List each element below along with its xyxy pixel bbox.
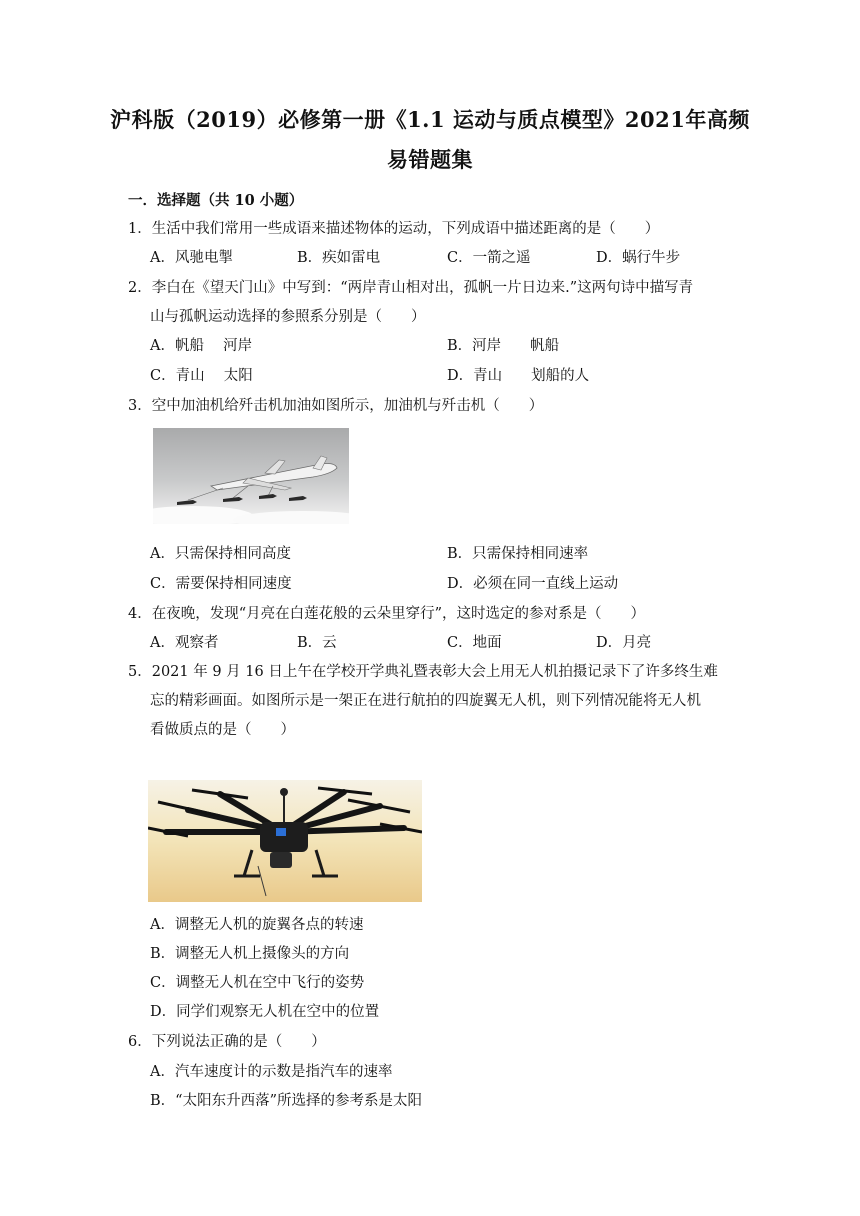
question-4-option-a: A．观察者 — [150, 635, 219, 651]
question-5-stem-line-2: 忘的精彩画面。如图所示是一架正在进行航拍的四旋翼无人机，则下列情况能将无人机 — [150, 693, 701, 709]
question-6-stem: 6．下列说法正确的是（ ） — [128, 1034, 326, 1050]
question-5-stem-line-3: 看做质点的是（ ） — [150, 722, 295, 738]
question-5-option-b: B．调整无人机上摄像头的方向 — [150, 946, 350, 962]
question-1-stem: 1．生活中我们常用一些成语来描述物体的运动，下列成语中描述距离的是（ ） — [128, 221, 660, 237]
refueling-aircraft-photo — [153, 428, 349, 524]
question-2-option-b: B．河岸 帆船 — [447, 338, 560, 354]
section-heading: 一．选择题（共 10 小题） — [128, 192, 304, 209]
question-2-option-d: D．青山 划船的人 — [447, 368, 590, 384]
question-6-option-a: A．汽车速度计的示数是指汽车的速率 — [150, 1064, 393, 1080]
question-1-option-d: D．蜗行牛步 — [596, 250, 681, 266]
question-2-option-c: C．青山 太阳 — [150, 368, 253, 384]
question-2-stem-line-2: 山与孤帆运动选择的参照系分别是（ ） — [150, 309, 426, 325]
question-5-option-a: A．调整无人机的旋翼各点的转速 — [150, 917, 364, 933]
question-3-option-a: A．只需保持相同高度 — [150, 546, 291, 562]
question-5-option-d: D．同学们观察无人机在空中的位置 — [150, 1004, 380, 1020]
question-3-stem: 3．空中加油机给歼击机加油如图所示，加油机与歼击机（ ） — [128, 398, 544, 414]
question-1-option-b: B．疾如雷电 — [297, 250, 381, 266]
question-4-stem: 4．在夜晚，发现“月亮在白莲花般的云朵里穿行”，这时选定的参对系是（ ） — [128, 606, 646, 622]
question-3-option-d: D．必须在同一直线上运动 — [447, 576, 619, 592]
question-4-option-d: D．月亮 — [596, 635, 652, 651]
question-4-option-c: C．地面 — [447, 635, 502, 651]
question-3-option-b: B．只需保持相同速率 — [447, 546, 589, 562]
question-2-stem-line-1: 2．李白在《望天门山》中写到：“两岸青山相对出，孤帆一片日边来.”这两句诗中描写青 — [128, 280, 694, 296]
drone-photo — [148, 780, 422, 902]
question-4-option-b: B．云 — [297, 635, 337, 651]
question-3-option-c: C．需要保持相同速度 — [150, 576, 292, 592]
question-5-stem-line-1: 5．2021 年 9 月 16 日上午在学校开学典礼暨表彰大会上用无人机拍摄记录下了许多终生难 — [128, 664, 718, 680]
question-1-option-a: A．风驰电掣 — [150, 250, 233, 266]
question-6-option-b: B．“太阳东升西落”所选择的参考系是太阳 — [150, 1093, 422, 1109]
question-1-option-c: C．一箭之遥 — [447, 250, 531, 266]
document-title-line-1: 沪科版（2019）必修第一册《1.1 运动与质点模型》2021年高频 — [110, 107, 750, 132]
document-title-line-2: 易错题集 — [387, 147, 473, 172]
question-2-option-a: A．帆船 河岸 — [150, 338, 253, 354]
question-5-option-c: C．调整无人机在空中飞行的姿势 — [150, 975, 365, 991]
